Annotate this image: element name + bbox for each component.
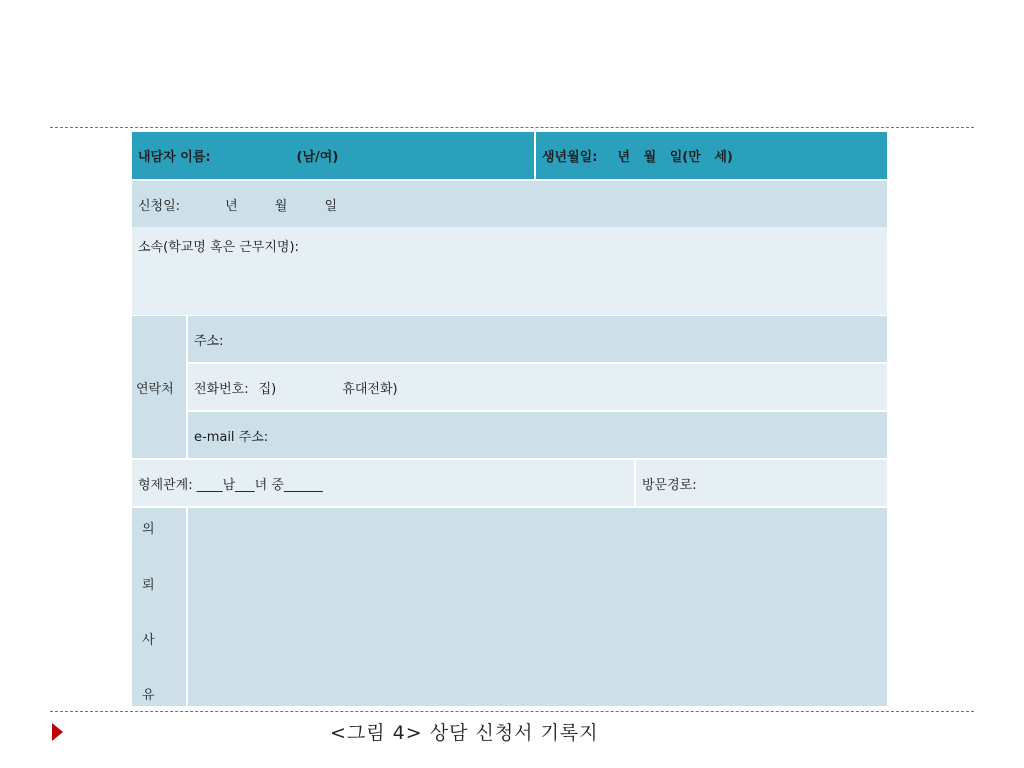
reason-char-4: 유	[142, 688, 155, 703]
reason-label-cell	[132, 508, 188, 706]
contact-fields	[188, 316, 887, 458]
phone-cell[interactable]	[188, 364, 887, 410]
mobile-phone-label: 휴대전화)	[342, 381, 398, 397]
visit-route-label: 방문경로:	[642, 477, 697, 493]
counseling-application-form	[132, 132, 887, 706]
contact-group-label: 연락처	[136, 381, 174, 397]
figure-caption: <그림 4> 상담 신청서 기록지	[330, 722, 599, 744]
top-divider	[50, 127, 974, 128]
reason-char-1: 의	[142, 522, 155, 537]
siblings-cell[interactable]	[132, 460, 636, 506]
application-date-label: 신청일:	[138, 198, 181, 214]
reason-char-3: 사	[142, 633, 155, 648]
reason-char-2: 뢰	[142, 578, 155, 593]
visit-route-cell[interactable]	[636, 460, 887, 506]
header-row	[132, 132, 887, 179]
email-label: e-mail 주소:	[194, 429, 269, 445]
contact-section	[132, 316, 887, 458]
birthdate-fields: 년 월 일(만 세)	[617, 150, 733, 165]
birthdate-label: 생년월일:	[542, 150, 598, 165]
affiliation-row	[132, 227, 887, 315]
application-date-cell[interactable]	[132, 181, 887, 227]
phone-label: 전화번호:	[194, 381, 249, 397]
reason-content-cell[interactable]	[188, 508, 887, 706]
email-cell[interactable]	[188, 412, 887, 458]
reason-row	[132, 508, 887, 706]
contact-group-label-cell	[132, 316, 188, 458]
address-cell[interactable]	[188, 316, 887, 362]
affiliation-cell[interactable]	[132, 227, 887, 315]
siblings-fields: ____남___녀 중______	[196, 477, 323, 493]
client-name-cell[interactable]	[132, 132, 536, 179]
client-name-label: 내담자 이름:	[138, 150, 211, 165]
address-label: 주소:	[194, 333, 224, 349]
gender-label: (남/여)	[296, 150, 339, 165]
application-date-fields: 년 월 일	[225, 198, 338, 214]
birthdate-cell[interactable]	[536, 132, 887, 179]
siblings-row	[132, 460, 887, 506]
bottom-divider	[50, 711, 974, 712]
affiliation-label: 소속(학교명 혹은 근무지명):	[138, 240, 299, 255]
application-date-row	[132, 181, 887, 227]
siblings-label: 형제관계:	[138, 477, 193, 493]
triangle-marker-icon	[52, 723, 63, 741]
home-phone-label: 집)	[258, 381, 277, 397]
